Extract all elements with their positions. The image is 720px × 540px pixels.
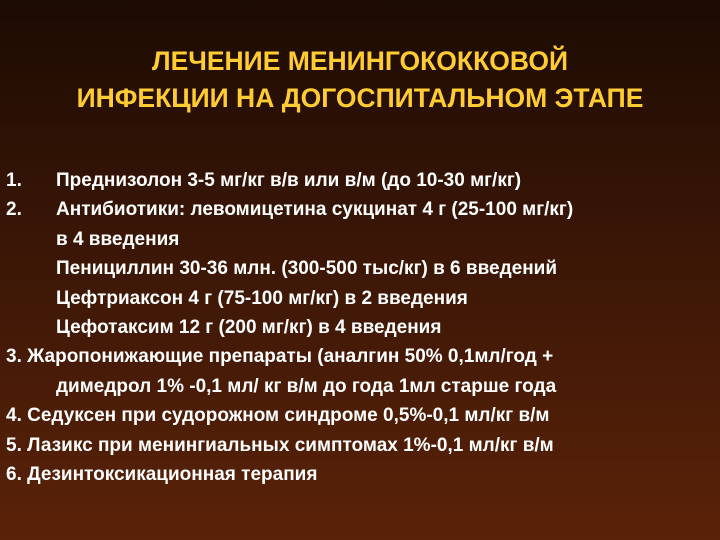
- list-text-2-line-5: Цефотаксим 12 г (200 мг/кг) в 4 введения: [56, 316, 442, 338]
- list-item-4: [6, 401, 716, 430]
- list-text-3-line-1: 3. Жаропонижающие препараты (аналгин 50% 0,1мл/год +: [6, 346, 554, 368]
- list-item-1: [6, 166, 716, 195]
- list-item-2-cont-1: [6, 225, 716, 254]
- list-item-3: [6, 342, 716, 371]
- list-item-2-cont-3: [6, 284, 716, 313]
- list-item-2: [6, 195, 716, 224]
- list-text-1: Преднизолон 3-5 мг/кг в/в или в/м (до 10-30 мг/кг): [56, 170, 522, 191]
- slide-title: [0, 43, 720, 117]
- list-text-4: 4. Седуксен при судорожном синдроме 0,5%-0,1 мл/кг в/м: [6, 405, 550, 427]
- list-text-5: 5. Лазикс при менингиальных симптомах 1%-0,1 мл/кг в/м: [6, 434, 554, 456]
- treatment-list: [6, 166, 716, 489]
- list-text-2-line-4: Цефтриаксон 4 г (75-100 мг/кг) в 2 введения: [56, 287, 468, 309]
- list-text-2-line-1: Антибиотики: левомицетина сукцинат 4 г (25-100 мг/кг): [56, 199, 574, 221]
- list-item-2-cont-2: [6, 254, 716, 283]
- list-text-6: 6. Дезинтоксикационная терапия: [6, 463, 318, 485]
- list-item-3-cont: [6, 372, 716, 401]
- list-number-1: 1.: [6, 170, 22, 191]
- list-text-2-line-2: в 4 введения: [56, 228, 180, 250]
- list-text-3-line-2: димедрол 1% -0,1 мл/ кг в/м до года 1мл старше года: [56, 375, 557, 397]
- title-line-2: ИНФЕКЦИИ НА ДОГОСПИТАЛЬНОМ ЭТАПЕ: [76, 83, 644, 113]
- list-text-2-line-3: Пенициллин 30-36 млн. (300-500 тыс/кг) в 6 введений: [56, 258, 558, 280]
- title-line-1: ЛЕЧЕНИЕ МЕНИНГОКОККОВОЙ: [151, 46, 569, 76]
- list-item-6: [6, 460, 716, 489]
- list-item-2-cont-4: [6, 313, 716, 342]
- list-item-5: [6, 431, 716, 460]
- list-number-2: 2.: [6, 199, 22, 221]
